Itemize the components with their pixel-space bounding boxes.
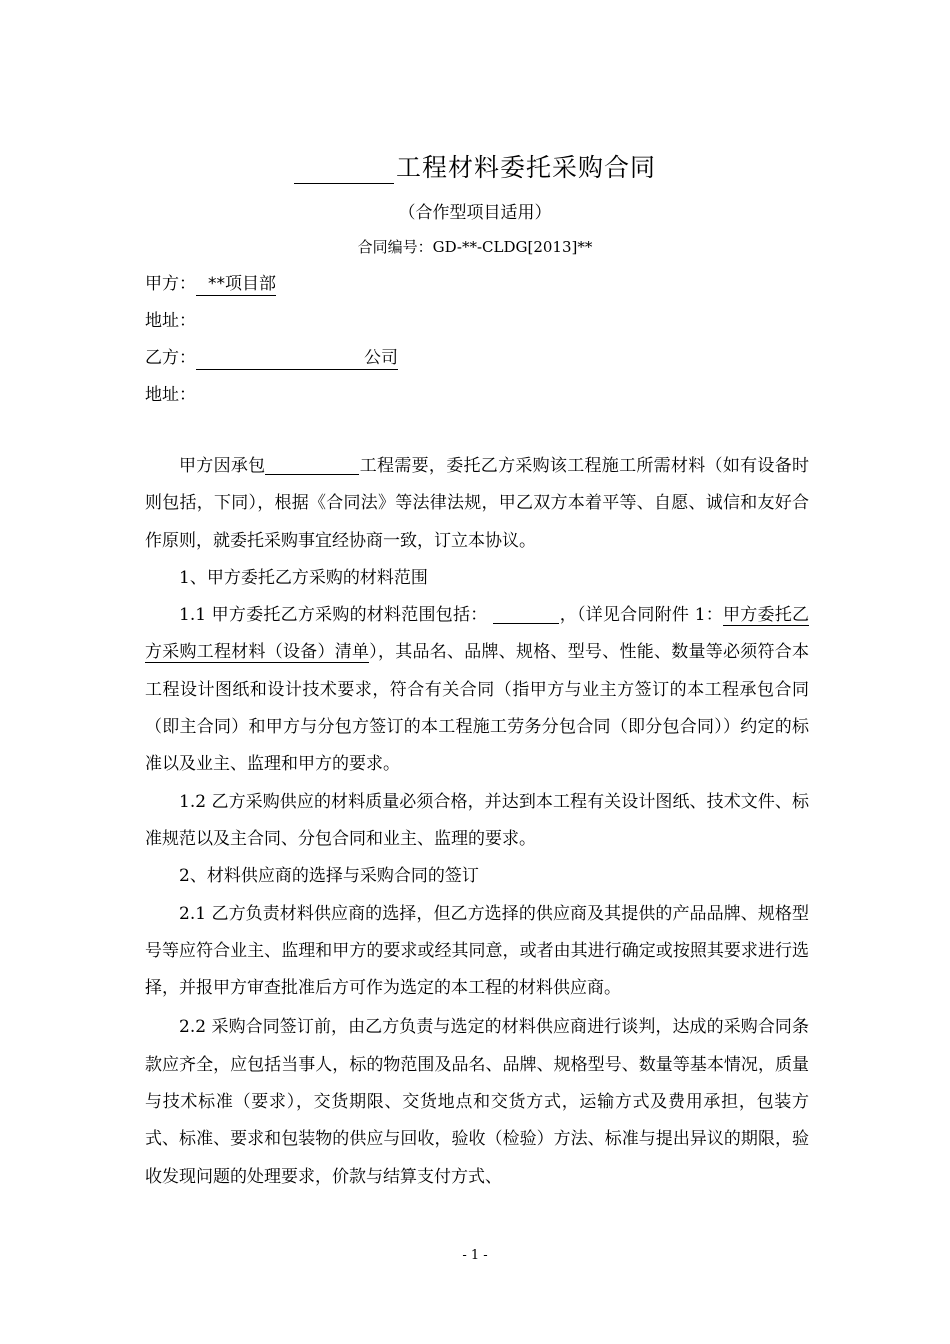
clause-2-2: 2.2 采购合同签订前，由乙方负责与选定的材料供应商进行谈判，达成的采购合同条款应齐全，应包括当事人，标的物范围及品名、品牌、规格型号、数量等基本情况，质量与技术标准（要求），交货期限、交货地点和交货方式，运输方式及费用承担，包装方式、标准、要求和包装物的供应与回收，验收（检验）方法、标准与提出异议的期限，验收发现问题的处理要求，价款与结算支付方式、 (145, 1017, 809, 1187)
title-blank-line[interactable] (294, 157, 394, 184)
party-a-line: 甲方： **项目部 (145, 274, 276, 294)
party-b-line: 乙方： 公司 (145, 348, 398, 368)
contract-body (145, 448, 809, 1196)
contract-subtitle: （合作型项目适用） (398, 203, 552, 223)
contract-number: 合同编号：GD-**-CLDG[2013]** (357, 238, 593, 256)
party-b-field[interactable]: 公司 (196, 347, 398, 370)
party-b-address: 地址： (145, 385, 196, 405)
party-a-address: 地址： (145, 311, 196, 331)
page-number: - 1 - (462, 1248, 488, 1263)
clause-1-1: 1.1 甲方委托乙方采购的材料范围包括： ，（详见合同附件 1：甲方委托乙方采购工程材料（设备）清单），其品名、品牌、规格、型号、性能、数量等必须符合本工程设计图纸和设计技术要求，符合有关合同（指甲方与业主方签订的本工程承包合同（即主合同）和甲方与分包方签订的本工程施工劳务分包合同（即分包合同））约定的标准以及业主、监理和甲方的要求。 (145, 597, 809, 783)
clause-2-1: 2.1 乙方负责材料供应商的选择，但乙方选择的供应商及其提供的产品品牌、规格型号等应符合业主、监理和甲方的要求或经其同意，或者由其进行确定或按照其要求进行选择，并报甲方审查批准后方可作为选定的本工程的材料供应商。 (145, 903, 809, 999)
section-1-title: 1、甲方委托乙方采购的材料范围 (179, 567, 428, 588)
material-scope-blank[interactable] (493, 601, 559, 624)
project-name-blank[interactable] (265, 452, 359, 475)
clause-1-2: 1.2 乙方采购供应的材料质量必须合格，并达到本工程有关设计图纸、技术文件、标准规范以及主合同、分包合同和业主、监理的要求。 (145, 791, 809, 849)
section-2-title: 2、材料供应商的选择与采购合同的签订 (179, 866, 479, 887)
contract-title: 工程材料委托采购合同 (0, 148, 950, 184)
appendix-1-link: 甲方委托乙方采购工程材料（设备）清单 (145, 605, 809, 663)
party-a-field[interactable]: **项目部 (196, 273, 276, 296)
intro-paragraph: 甲方因承包 工程需要，委托乙方采购该工程施工所需材料（如有设备时则包括，下同），根据《合同法》等法律法规，甲乙双方本着平等、自愿、诚信和友好合作原则，就委托采购事宜经协商一致，订立本协议。 (145, 448, 809, 560)
